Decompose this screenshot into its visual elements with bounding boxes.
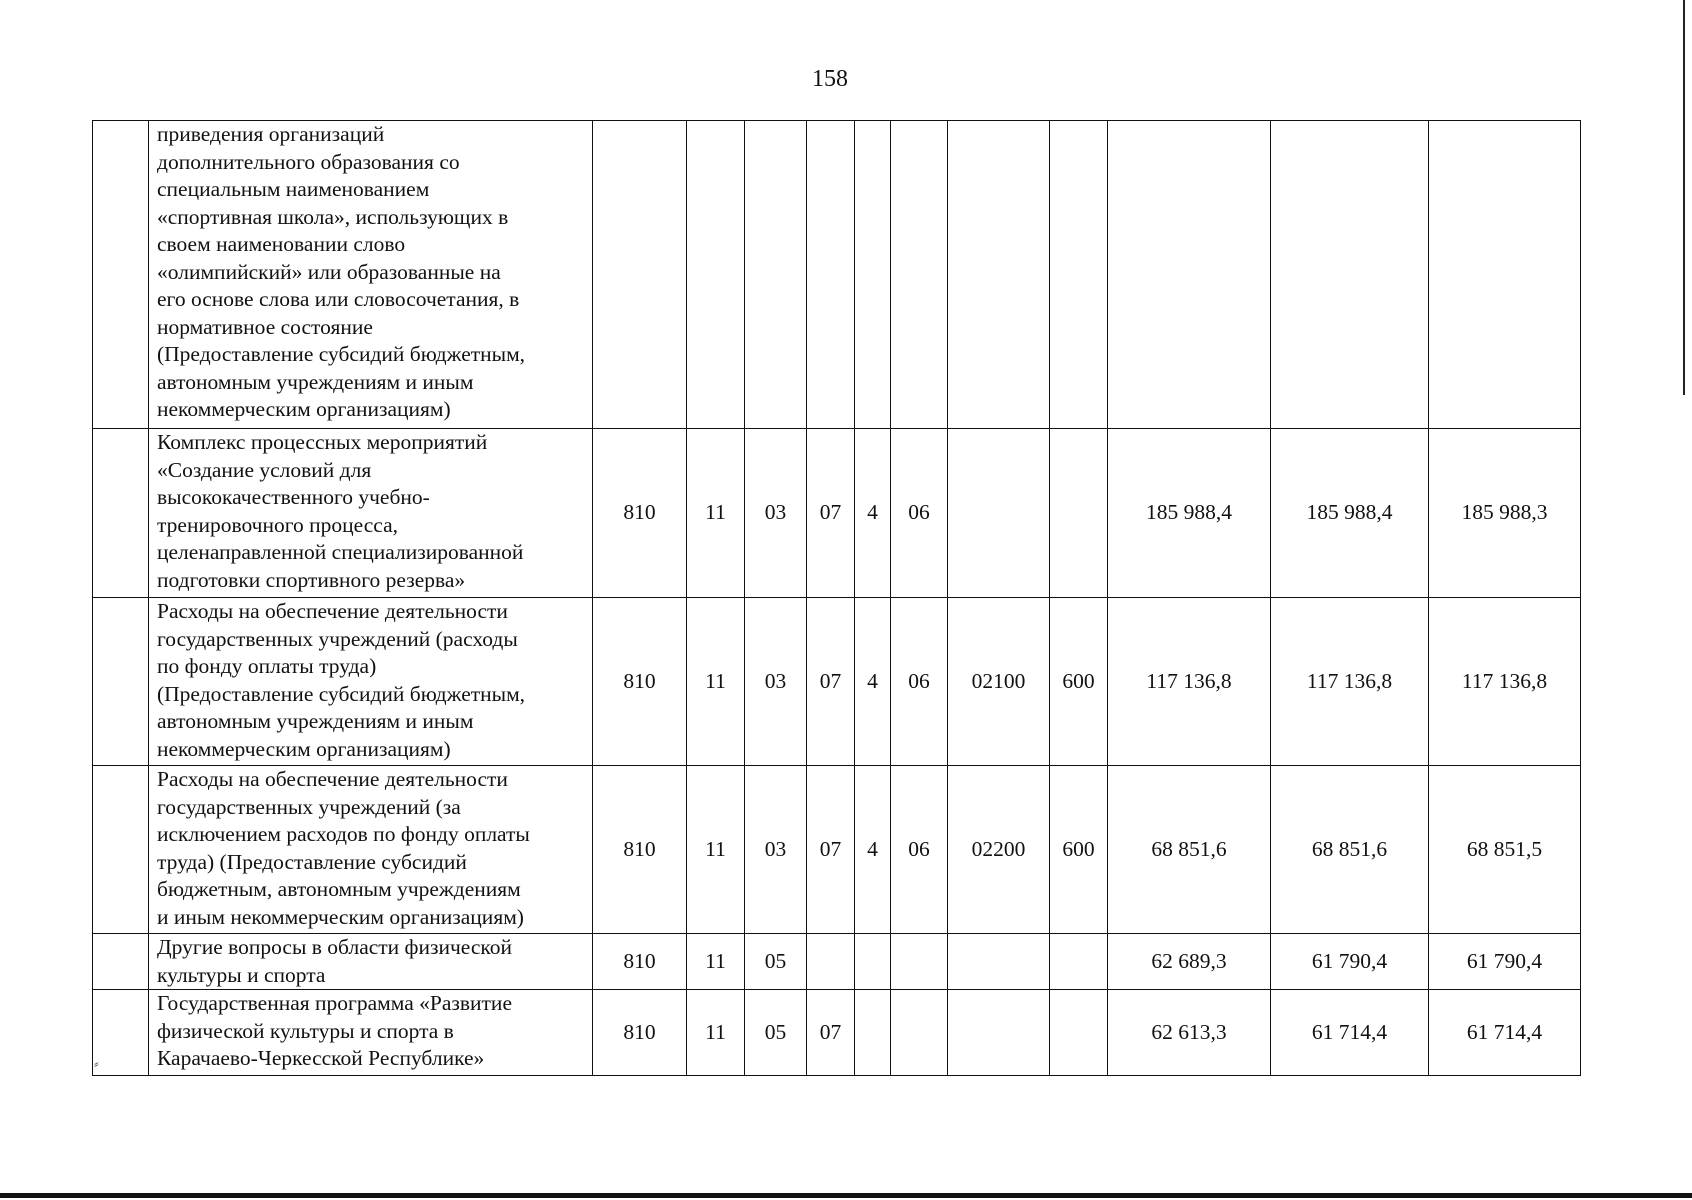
amount-year3-cell: 61 714,4: [1429, 990, 1581, 1076]
row-number-cell: [93, 598, 149, 766]
expense-name-cell: Государственная программа «Развитие физической культуры и спорта в Карачаево-Черкесской Республике»: [149, 990, 593, 1076]
amount-year1-cell: 117 136,8: [1108, 598, 1271, 766]
section-code-cell: 11: [687, 990, 745, 1076]
direction-code-cell: 02200: [948, 766, 1050, 934]
subprogram-code-cell: 4: [855, 766, 891, 934]
scan-artifact-mark: ⸗: [94, 1057, 99, 1072]
row-number-cell: [93, 766, 149, 934]
amount-year2-cell: 61 714,4: [1271, 990, 1429, 1076]
ministry-code-cell: 810: [593, 990, 687, 1076]
ministry-code-cell: 810: [593, 429, 687, 598]
measure-code-cell: [891, 934, 948, 990]
row-number-cell: [93, 121, 149, 429]
measure-code-cell: 06: [891, 598, 948, 766]
ministry-code-cell: 810: [593, 766, 687, 934]
direction-code-cell: [948, 934, 1050, 990]
table-row: [93, 766, 1581, 934]
direction-code-cell: [948, 121, 1050, 429]
ministry-code-cell: [593, 121, 687, 429]
direction-code-cell: [948, 429, 1050, 598]
program-code-cell: [807, 934, 855, 990]
table-row: [93, 121, 1581, 429]
section-code-cell: 11: [687, 934, 745, 990]
section-code-cell: 11: [687, 766, 745, 934]
expense-type-cell: [1050, 990, 1108, 1076]
amount-year2-cell: [1271, 121, 1429, 429]
measure-code-cell: [891, 990, 948, 1076]
amount-year2-cell: 117 136,8: [1271, 598, 1429, 766]
program-code-cell: 07: [807, 990, 855, 1076]
amount-year2-cell: 68 851,6: [1271, 766, 1429, 934]
subprogram-code-cell: 4: [855, 429, 891, 598]
table-row: [93, 598, 1581, 766]
expense-name-cell: Другие вопросы в области физической культуры и спорта: [149, 934, 593, 990]
subprogram-code-cell: [855, 121, 891, 429]
amount-year3-cell: 61 790,4: [1429, 934, 1581, 990]
amount-year3-cell: 68 851,5: [1429, 766, 1581, 934]
amount-year2-cell: 185 988,4: [1271, 429, 1429, 598]
section-code-cell: 11: [687, 429, 745, 598]
table-row: [93, 934, 1581, 990]
program-code-cell: 07: [807, 766, 855, 934]
expense-type-cell: [1050, 121, 1108, 429]
amount-year1-cell: 62 613,3: [1108, 990, 1271, 1076]
amount-year1-cell: 68 851,6: [1108, 766, 1271, 934]
page-number: 158: [812, 66, 848, 92]
amount-year3-cell: 185 988,3: [1429, 429, 1581, 598]
row-number-cell: [93, 934, 149, 990]
ministry-code-cell: 810: [593, 934, 687, 990]
row-number-cell: [93, 990, 149, 1076]
subprogram-code-cell: [855, 934, 891, 990]
direction-code-cell: 02100: [948, 598, 1050, 766]
measure-code-cell: [891, 121, 948, 429]
measure-code-cell: 06: [891, 766, 948, 934]
subsection-code-cell: [745, 121, 807, 429]
expense-type-cell: 600: [1050, 766, 1108, 934]
expense-name-cell: приведения организаций дополнительного образования со специальным наименованием «спортивная школа», использующих в своем наименовании слово «олимпийский» или образованные на его основе слова или словосочетания, в нормативное состояние (Предоставление субсидий бюджетным, автономным учреждениям и иным некоммерческим организациям): [149, 121, 593, 429]
subsection-code-cell: 05: [745, 990, 807, 1076]
section-code-cell: [687, 121, 745, 429]
subprogram-code-cell: [855, 990, 891, 1076]
program-code-cell: 07: [807, 429, 855, 598]
direction-code-cell: [948, 990, 1050, 1076]
expense-name-cell: Комплекс процессных мероприятий «Создание условий для высококачественного учебно- тренировочного процесса, целенаправленной специализированной подготовки спортивного резерва»: [149, 429, 593, 598]
expense-name-cell: Расходы на обеспечение деятельности государственных учреждений (расходы по фонду оплаты труда) (Предоставление субсидий бюджетным, автономным учреждениям и иным некоммерческим организациям): [149, 598, 593, 766]
expense-type-cell: [1050, 429, 1108, 598]
measure-code-cell: 06: [891, 429, 948, 598]
amount-year3-cell: 117 136,8: [1429, 598, 1581, 766]
program-code-cell: [807, 121, 855, 429]
section-code-cell: 11: [687, 598, 745, 766]
row-number-cell: [93, 429, 149, 598]
subprogram-code-cell: 4: [855, 598, 891, 766]
amount-year3-cell: [1429, 121, 1581, 429]
amount-year2-cell: 61 790,4: [1271, 934, 1429, 990]
subsection-code-cell: 05: [745, 934, 807, 990]
budget-table: [92, 120, 1581, 1076]
ministry-code-cell: 810: [593, 598, 687, 766]
scan-margin-line: [1683, 0, 1685, 395]
amount-year1-cell: 62 689,3: [1108, 934, 1271, 990]
bottom-rule-line: [0, 1193, 1692, 1198]
expense-type-cell: 600: [1050, 598, 1108, 766]
amount-year1-cell: [1108, 121, 1271, 429]
subsection-code-cell: 03: [745, 598, 807, 766]
subsection-code-cell: 03: [745, 766, 807, 934]
expense-type-cell: [1050, 934, 1108, 990]
table-row: [93, 429, 1581, 598]
program-code-cell: 07: [807, 598, 855, 766]
expense-name-cell: Расходы на обеспечение деятельности государственных учреждений (за исключением расходов по фонду оплаты труда) (Предоставление субсидий бюджетным, автономным учреждениям и иным некоммерческим организациям): [149, 766, 593, 934]
table-row: [93, 990, 1581, 1076]
amount-year1-cell: 185 988,4: [1108, 429, 1271, 598]
subsection-code-cell: 03: [745, 429, 807, 598]
